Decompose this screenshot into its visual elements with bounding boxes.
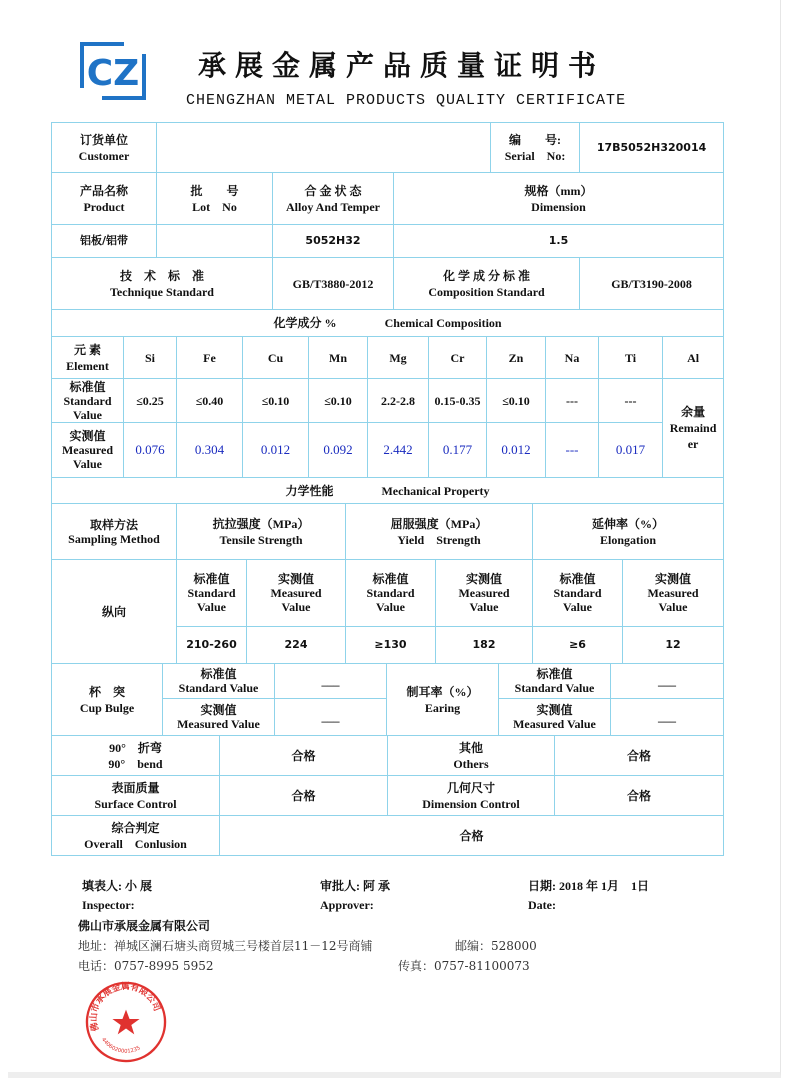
label-en: Technique Standard xyxy=(110,284,214,299)
label-cn: 标准值 xyxy=(193,572,230,586)
standard-value: ≤0.10 xyxy=(487,379,546,423)
measured-label xyxy=(247,560,346,627)
label-cn: 规格（mm） xyxy=(524,183,593,198)
label-en: Measured Value xyxy=(177,717,260,731)
mechanical-value: 182 xyxy=(436,627,533,664)
mechanical-table xyxy=(51,477,724,664)
surface-value: 合格 xyxy=(220,776,388,816)
title-cn: 力学性能 xyxy=(285,483,334,498)
alloy-label xyxy=(273,173,394,225)
label-cn: 订货单位 xyxy=(79,132,128,147)
label-cn: 余量 xyxy=(681,405,706,419)
title-cn: 化学成分 % xyxy=(273,316,337,330)
element-label xyxy=(52,337,124,379)
label-cn: 实测值 xyxy=(536,703,573,717)
checks-table xyxy=(51,735,724,856)
yield-label xyxy=(346,504,533,560)
label-en: Dimension Control xyxy=(422,796,520,811)
label-cn: 其他 xyxy=(458,740,483,755)
al-remainder xyxy=(663,379,724,478)
measured-label xyxy=(436,560,533,627)
label-en: Measured Value xyxy=(458,586,510,614)
label-en: Standard Value xyxy=(514,681,595,695)
mechanical-value: 224 xyxy=(247,627,346,664)
earing-meas-value: ___ xyxy=(611,699,724,736)
standard-value: ≤0.10 xyxy=(243,379,309,423)
dimension-control-value: 合格 xyxy=(555,776,724,816)
measured-value: 0.304 xyxy=(177,423,243,478)
standard-label xyxy=(177,560,247,627)
label-cn: 抗拉强度（MPa） xyxy=(212,516,310,531)
label-cn: 标准值 xyxy=(200,667,237,681)
title-en: CHENGZHAN METAL PRODUCTS QUALITY CERTIFICATE xyxy=(186,92,627,109)
label-cn: 表面质量 xyxy=(111,780,160,795)
label-en: Measured Value xyxy=(61,443,114,471)
measured-value: 0.012 xyxy=(243,423,309,478)
label-cn: 实测值 xyxy=(465,572,502,586)
label-cn: 几何尺寸 xyxy=(446,780,495,795)
label-cn: 实测值 xyxy=(200,703,237,717)
standard-value: --- xyxy=(546,379,599,423)
element-Si: Si xyxy=(124,337,177,379)
standard-label xyxy=(52,379,124,423)
chemical-table xyxy=(51,309,724,478)
technique-standard-value: GB/T3880-2012 xyxy=(273,258,394,310)
product-value: 铝板/铝带 xyxy=(52,225,157,258)
technique-standard-label xyxy=(52,258,273,310)
label-cn: 化 学 成 分 标 准 xyxy=(443,268,531,283)
label-en: Standard Value xyxy=(187,586,236,614)
earing-std-value: ___ xyxy=(611,664,724,699)
standard-value: ≤0.40 xyxy=(177,379,243,423)
company-stamp xyxy=(84,980,168,1064)
date-en: Date: xyxy=(528,898,556,912)
label-en: Tensile Strength xyxy=(219,532,303,547)
serial-value: 17B5052H320014 xyxy=(580,123,724,173)
label-cn: 元 素 xyxy=(73,342,101,357)
measured-value: 0.017 xyxy=(599,423,663,478)
label-en: Surface Control xyxy=(94,796,177,811)
label-en: Standard Value xyxy=(553,586,602,614)
standard-value: ≤0.25 xyxy=(124,379,177,423)
dimension-control-label xyxy=(388,776,555,816)
element-Fe: Fe xyxy=(177,337,243,379)
label-cn: 标准值 xyxy=(559,572,596,586)
label-en: Remainder xyxy=(669,421,717,451)
dimension-value: 1.5 xyxy=(394,225,724,258)
customer-label xyxy=(52,123,157,173)
standard-value: 2.2-2.8 xyxy=(368,379,429,423)
cup-bulge-label xyxy=(52,664,163,736)
standard-value: ≤0.10 xyxy=(309,379,368,423)
inspector-en: Inspector: xyxy=(82,898,135,912)
alloy-value: 5052H32 xyxy=(273,225,394,258)
overall-value: 合格 xyxy=(220,816,724,856)
label-en: Yield Strength xyxy=(397,532,481,547)
title-en: Chemical Composition xyxy=(384,316,502,330)
svg-text:CZ: CZ xyxy=(86,53,140,94)
others-value: 合格 xyxy=(555,736,724,776)
element-Cr: Cr xyxy=(429,337,487,379)
cup-meas-label xyxy=(163,699,275,736)
label-en: Product xyxy=(83,199,125,214)
label-en: Others xyxy=(453,756,489,771)
earing-label xyxy=(387,664,499,736)
standard-value: --- xyxy=(599,379,663,423)
phone: 电话：0757-8995 5952 xyxy=(78,959,214,973)
label-cn: 标准值 xyxy=(69,379,106,394)
info-table xyxy=(51,122,724,310)
label-en: Lot No xyxy=(192,199,237,214)
surface-label xyxy=(52,776,220,816)
label-cn: 屈服强度（MPa） xyxy=(390,516,488,531)
title-cn: 承展金属产品质量证明书 xyxy=(198,49,606,82)
label-en: Measured Value xyxy=(270,586,322,614)
bend-value: 合格 xyxy=(220,736,388,776)
approver-cn: 审批人: 阿 承 xyxy=(320,879,390,893)
element-Al: Al xyxy=(663,337,724,379)
label-en: Composition Standard xyxy=(428,284,545,299)
element-Cu: Cu xyxy=(243,337,309,379)
sampling-label xyxy=(52,504,177,560)
measured-value: 0.092 xyxy=(309,423,368,478)
label-en: Measured Value xyxy=(647,586,699,614)
label-en: 90° bend xyxy=(108,756,163,771)
cup-earing-table xyxy=(51,663,724,736)
label-cn: 延伸率（%） xyxy=(591,516,664,531)
direction-label: 纵向 xyxy=(52,560,177,664)
measured-value: 0.076 xyxy=(124,423,177,478)
elongation-label xyxy=(533,504,724,560)
mechanical-title xyxy=(52,478,724,504)
cup-meas-value: ___ xyxy=(275,699,387,736)
label-cn: 制耳率（%） xyxy=(406,684,479,699)
serial-label xyxy=(491,123,580,173)
label-cn: 产品名称 xyxy=(79,183,128,198)
mechanical-value: 210-260 xyxy=(177,627,247,664)
customer-value xyxy=(157,123,491,173)
fax: 传真：0757-81100073 xyxy=(398,959,530,973)
label-en: Customer xyxy=(78,148,130,163)
label-en: Standard Value xyxy=(178,681,259,695)
bend-label xyxy=(52,736,220,776)
dimension-label xyxy=(394,173,724,225)
label-en: Element xyxy=(66,358,109,373)
label-en: Serial No: xyxy=(504,148,566,163)
label-cn: 批 号 xyxy=(190,183,239,198)
company-logo xyxy=(80,42,146,100)
label-cn: 标准值 xyxy=(536,667,573,681)
date-cn: 日期: 2018 年 1月 1日 xyxy=(528,879,649,893)
svg-text:佛山市承展金属有限公司: 佛山市承展金属有限公司 xyxy=(89,982,162,1033)
label-cn: 标准值 xyxy=(372,572,409,586)
standard-label xyxy=(346,560,436,627)
tensile-label xyxy=(177,504,346,560)
lot-value xyxy=(157,225,273,258)
measured-value: --- xyxy=(546,423,599,478)
address: 地址：禅城区澜石塘头商贸城三号楼首层11－12号商铺 xyxy=(78,939,373,953)
label-cn: 技 术 标 准 xyxy=(119,268,204,283)
lot-label xyxy=(157,173,273,225)
mechanical-value: 12 xyxy=(623,627,724,664)
measured-label xyxy=(623,560,724,627)
label-cn: 实测值 xyxy=(654,572,691,586)
label-en: Cup Bulge xyxy=(79,700,135,715)
label-en: Overall Conlusion xyxy=(84,836,187,851)
earing-std-label xyxy=(499,664,611,699)
label-cn: 取样方法 xyxy=(89,517,138,532)
label-en: Standard Value xyxy=(366,586,415,614)
overall-label xyxy=(52,816,220,856)
measured-value: 0.012 xyxy=(487,423,546,478)
standard-label xyxy=(533,560,623,627)
earing-meas-label xyxy=(499,699,611,736)
label-en: Measured Value xyxy=(513,717,596,731)
label-cn: 90° 折弯 xyxy=(109,740,162,755)
inspector-cn: 填表人: 小 展 xyxy=(82,879,152,893)
label-en: Alloy And Temper xyxy=(285,199,381,214)
composition-standard-label xyxy=(394,258,580,310)
element-Mg: Mg xyxy=(368,337,429,379)
product-label xyxy=(52,173,157,225)
label-en: Elongation xyxy=(599,532,656,547)
svg-text:4406020001235: 4406020001235 xyxy=(100,1036,142,1055)
composition-standard-value: GB/T3190-2008 xyxy=(580,258,724,310)
approver-en: Approver: xyxy=(320,898,374,912)
label-cn: 实测值 xyxy=(277,572,314,586)
label-en: Earing xyxy=(424,700,461,715)
measured-value: 0.177 xyxy=(429,423,487,478)
mechanical-value: ≥6 xyxy=(533,627,623,664)
measured-label xyxy=(52,423,124,478)
title-en: Mechanical Property xyxy=(381,483,490,498)
label-cn: 实测值 xyxy=(69,429,106,443)
chemical-title xyxy=(52,310,724,337)
label-en: Dimension xyxy=(531,199,586,214)
label-cn: 合 金 状 态 xyxy=(304,183,362,198)
element-Ti: Ti xyxy=(599,337,663,379)
element-Mn: Mn xyxy=(309,337,368,379)
postcode: 邮编：528000 xyxy=(455,939,537,953)
company-name: 佛山市承展金属有限公司 xyxy=(78,919,211,933)
label-en: Sampling Method xyxy=(68,531,160,546)
label-cn: 杯 突 xyxy=(88,684,125,699)
element-Na: Na xyxy=(546,337,599,379)
label-cn: 编 号: xyxy=(509,132,562,147)
element-Zn: Zn xyxy=(487,337,546,379)
label-en: Standard Value xyxy=(63,393,112,422)
others-label xyxy=(388,736,555,776)
cup-std-value: ___ xyxy=(275,664,387,699)
standard-value: 0.15-0.35 xyxy=(429,379,487,423)
label-cn: 综合判定 xyxy=(111,820,160,835)
measured-value: 2.442 xyxy=(368,423,429,478)
cup-std-label xyxy=(163,664,275,699)
mechanical-value: ≥130 xyxy=(346,627,436,664)
